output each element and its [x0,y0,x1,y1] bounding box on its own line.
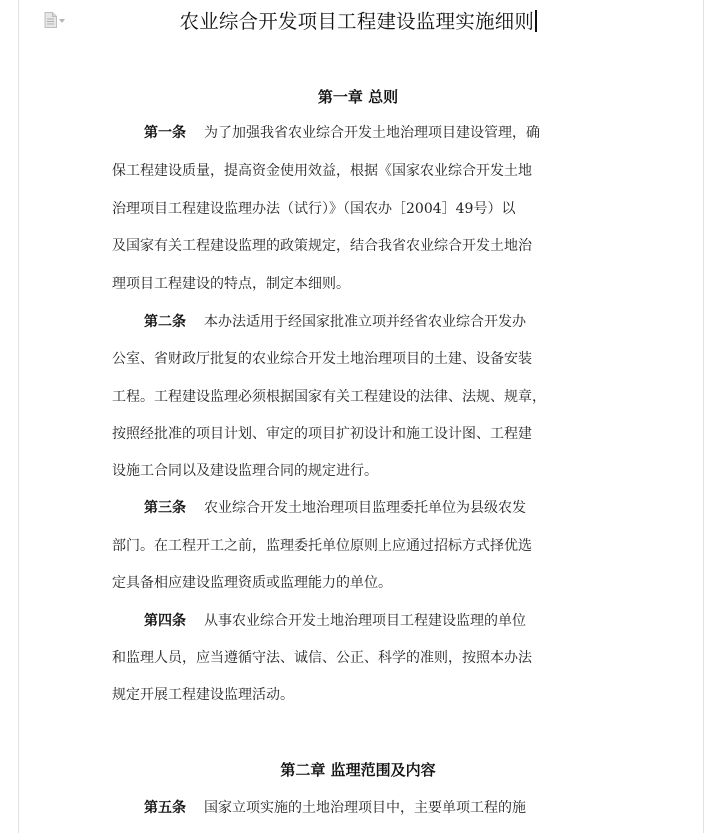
text-cursor [535,10,537,32]
page-right-edge [703,0,704,833]
article-line: 工程。工程建设监理必须根据国家有关工程建设的法律、法规、规章， [112,389,546,405]
page-left-edge [18,0,19,833]
article-text: 农业综合开发土地治理项目监理委托单位为县级农发 [204,500,526,516]
article-label: 第五条 [144,800,186,816]
article-label: 第二条 [144,314,186,330]
article-line: 公室、省财政厅批复的农业综合开发土地治理项目的土建、设备安装 [112,351,532,367]
document-title-text: 农业综合开发项目工程建设监理实施细则 [179,10,535,33]
article-line: 保工程建设质量，提高资金使用效益，根据《国家农业综合开发土地 [112,163,532,179]
article-label: 第三条 [144,500,186,516]
article-label: 第一条 [144,125,186,141]
chapter-heading: 第二章 监理范围及内容 [280,761,436,779]
article-line: 和监理人员，应当遵循守法、诚信、公正、科学的准则，按照本办法 [112,650,532,666]
article-line: 及国家有关工程建设监理的政策规定，结合我省农业综合开发土地治 [112,238,532,254]
article-first-line [144,309,526,335]
article-text: 国家立项实施的土地治理项目中，主要单项工程的施 [204,800,526,816]
chapter-heading: 第一章 总则 [317,88,399,106]
article-label: 第四条 [144,613,186,629]
article-line: 设施工合同以及建设监理合同的规定进行。 [112,463,378,479]
document-title[interactable] [0,6,716,34]
article-line: 部门。在工程开工之前，监理委托单位原则上应通过招标方式择优选 [112,538,532,554]
article-text: 为了加强我省农业综合开发土地治理项目建设管理，确 [204,125,540,141]
article-text: 从事农业综合开发土地治理项目工程建设监理的单位 [204,613,526,629]
article-line: 理项目工程建设的特点，制定本细则。 [112,276,350,292]
article-line: 按照经批准的项目计划、审定的项目扩初设计和施工设计图、工程建 [112,426,532,442]
article-first-line [144,120,540,146]
article-line: 治理项目工程建设监理办法（试行）》（国农办［2004］49号）以 [112,201,516,217]
article-line: 规定开展工程建设监理活动。 [112,687,294,703]
article-text: 本办法适用于经国家批准立项并经省农业综合开发办 [204,314,526,330]
article-first-line [144,608,526,634]
article-first-line [144,795,526,821]
article-line: 定具备相应建设监理资质或监理能力的单位。 [112,575,392,591]
article-first-line [144,495,526,521]
